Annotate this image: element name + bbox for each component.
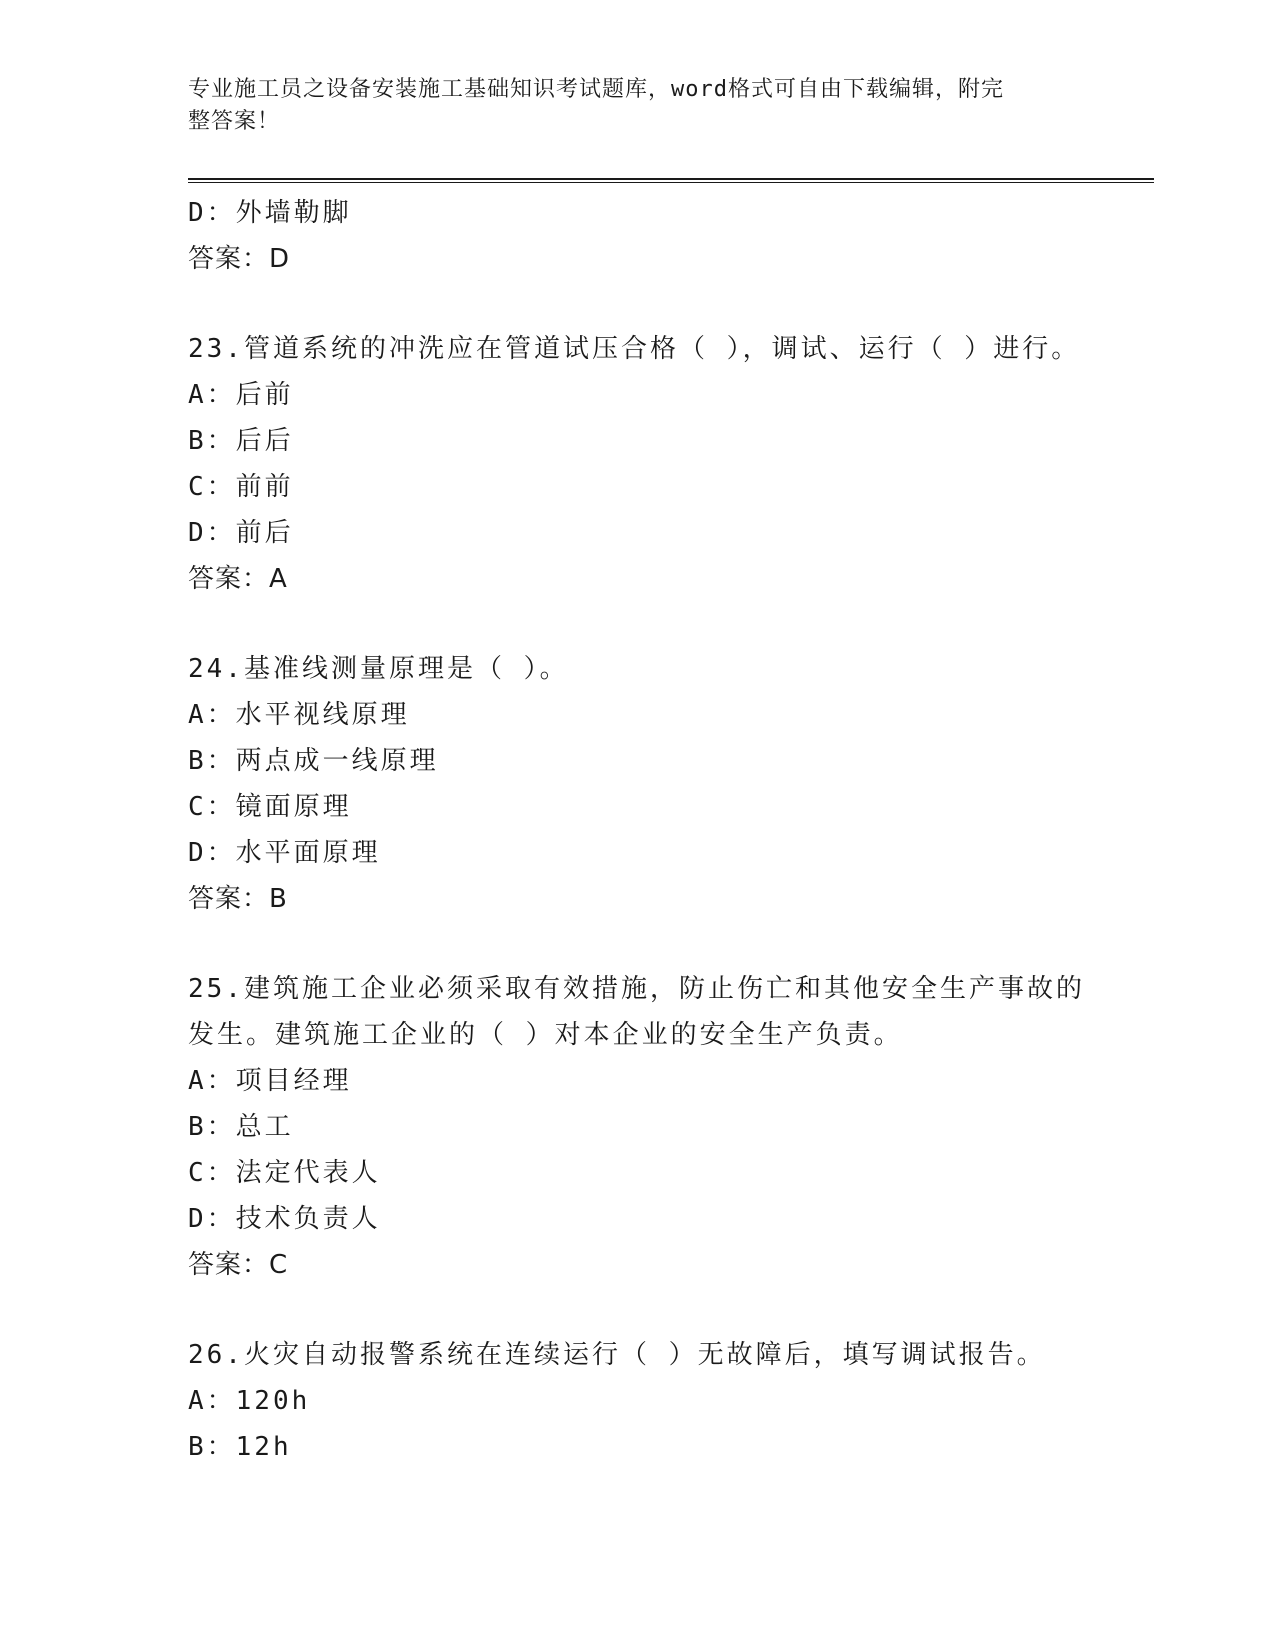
option-d: D：前后 bbox=[188, 518, 294, 548]
option-d: D：技术负责人 bbox=[188, 1204, 381, 1234]
question-23 bbox=[188, 326, 1088, 602]
option-b: B：两点成一线原理 bbox=[188, 746, 439, 776]
question-text: 23.管道系统的冲洗应在管道试压合格（ ），调试、运行（ ）进行。 bbox=[188, 334, 1081, 364]
header-title-line-2: 整答案！ bbox=[188, 109, 281, 134]
question-text-line-2: 发生。建筑施工企业的（ ）对本企业的安全生产负责。 bbox=[188, 1020, 903, 1050]
option-a: A：项目经理 bbox=[188, 1066, 352, 1096]
header-title-line-1: 专业施工员之设备安装施工基础知识考试题库，word格式可自由下载编辑，附完 bbox=[188, 77, 1004, 102]
option-a: A：120h bbox=[188, 1386, 311, 1416]
answer-label: 答案：D bbox=[188, 244, 291, 274]
option-a: A：后前 bbox=[188, 380, 294, 410]
option-c: C：镜面原理 bbox=[188, 792, 352, 822]
question-25 bbox=[188, 966, 1088, 1288]
option-c: C：前前 bbox=[188, 472, 294, 502]
question-list bbox=[188, 190, 1088, 1470]
answer-label: 答案：A bbox=[188, 564, 288, 594]
option-b: B：后后 bbox=[188, 426, 294, 456]
document-header bbox=[188, 74, 1088, 138]
option-b: B：总工 bbox=[188, 1112, 294, 1142]
option-c: C：法定代表人 bbox=[188, 1158, 381, 1188]
option-d: D：外墙勒脚 bbox=[188, 198, 352, 228]
header-divider bbox=[188, 178, 1154, 183]
answer-label: 答案：B bbox=[188, 884, 288, 914]
question-text: 26.火灾自动报警系统在连续运行（ ）无故障后，填写调试报告。 bbox=[188, 1340, 1046, 1370]
question-text: 24.基准线测量原理是（ ）。 bbox=[188, 654, 569, 684]
question-text-line-1: 25.建筑施工企业必须采取有效措施，防止伤亡和其他安全生产事故的 bbox=[188, 974, 1085, 1004]
option-a: A：水平视线原理 bbox=[188, 700, 410, 730]
question-26 bbox=[188, 1332, 1088, 1470]
question-24 bbox=[188, 646, 1088, 922]
answer-label: 答案：C bbox=[188, 1250, 289, 1280]
option-b: B：12h bbox=[188, 1432, 292, 1462]
option-d: D：水平面原理 bbox=[188, 838, 381, 868]
question-22-tail bbox=[188, 190, 1088, 282]
